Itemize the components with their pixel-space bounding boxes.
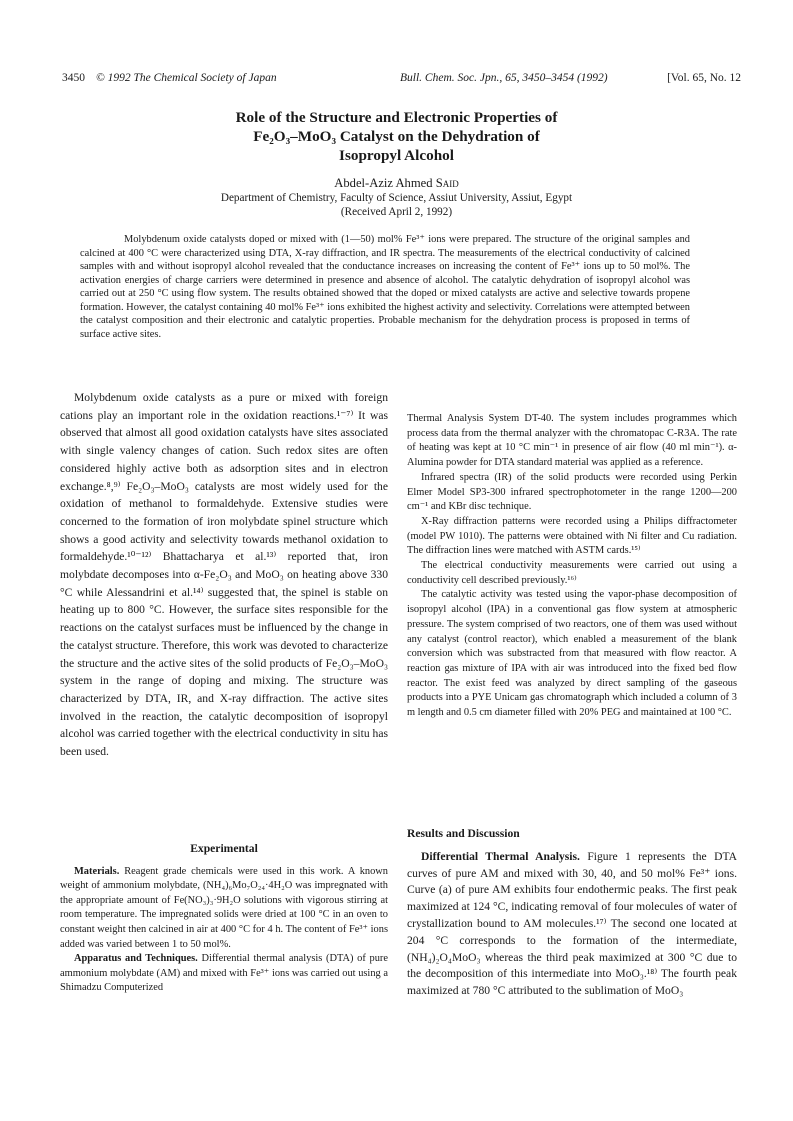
apparatus-label: Apparatus and Techniques. xyxy=(74,953,198,965)
copyright-notice: © 1992 The Chemical Society of Japan xyxy=(96,72,277,84)
author-name: Abdel-Aziz Ahmed xyxy=(334,176,433,190)
abstract: Molybdenum oxide catalysts doped or mixed with (1—50) mol% Fe³⁺ ions were prepared. The structure of the original samples and calcined at 400 °C were characterized using DTA, X-ray diffraction, and IR spectra. The measurements of the electrical conductivity of calcined samples with and without isopropyl alcohol revealed that the conductance increases on increasing the content of Fe³⁺ ions up to 50 mol%. The activation energies of charge carriers were determined in presence and absence of alcohol. The catalytic dehydration of isopropyl alcohol was carried out at 250 °C using flow system. The results obtained showed that the doped or mixed catalysts are active and selective towards propene formation. However, the catalyst containing 40 mol% Fe³⁺ ions exhibited the highest activity and selectivity. Correlations were attempted between the catalyst composition and their electronic and catalytic properties. Probable mechanism for the dehydration process is proposed in terms of surface active sites. xyxy=(80,234,690,340)
materials-text: Reagent grade chemicals were used in this work. A known weight of ammonium molybdate, (NH₄)₆Mo₇O₂₄·4H₂O was impregnated with the appropriate amount of Fe(NO₃)₃·9H₂O solutions with vigorous stirring at room temperature. The impregnated solids were dried at 100 °C in an oven to constant weight then calcined in air at 400 °C for 4 h. The content of Fe³⁺ ions added was varied between 1 to 50 mol%. xyxy=(60,865,388,950)
title-line-3: Isopropyl Alcohol xyxy=(339,147,454,164)
experimental-section xyxy=(60,842,388,996)
methods-continued xyxy=(407,412,737,721)
page-number: 3450 xyxy=(62,72,85,84)
dta-text: Figure 1 represents the DTA curves of pure AM and mixed with 30, 40, and 50 mol% Fe³⁺ ions. Curve (a) of pure AM exhibits four endothermic peaks. The first peak maximized at 124 °C, indicating removal of four molecules of water of crystallization bound to AM molecules.¹⁷⁾ The second one located at 204 °C corresponds to the formation of the intermediate, (NH₄)₂O₄MoO₃ whereas the third peak maximized at 300 °C due to the decomposition of this intermediate into MoO₃.¹⁸⁾ The fourth peak maximized at 780 °C attributed to the sublimation of MoO₃ xyxy=(407,849,737,998)
methods-paragraph: X-Ray diffraction patterns were recorded using a Philips diffractometer (model PW 1010). The patterns were obtained with Ni filter and Cu radiation. The diffraction lines were matched with ASTM cards.¹⁵⁾ xyxy=(407,515,737,557)
results-heading: Results and Discussion xyxy=(407,827,520,840)
affiliation: Department of Chemistry, Faculty of Science, Assiut University, Assiut, Egypt xyxy=(220,192,573,204)
title-line-1: Role of the Structure and Electronic Properties of xyxy=(235,109,558,126)
intro-paragraph: Molybdenum oxide catalysts as a pure or mixed with foreign cations play an important role in the oxidation reactions.¹⁻⁷⁾ It was observed that almost all good oxidation catalysts have sites associated with single valency changes of cation. Such redox sites are often considered highly active both as adsorption sites and in electron exchange.⁸,⁹⁾ Fe₂O₃–MoO₃ catalysts are most widely used for the oxidation of methanol to formaldehyde. Extensive studies were concerned to the formation of iron molybdate spinel structure which shows a good activity and selectivity towards methanol oxidation to formaldehyde.¹⁰⁻¹²⁾ Bhattacharya et al.¹³⁾ reported that, iron molybdate decomposes into α-Fe₂O₃ and MoO₃ on heating above 330 °C while Alessandrini et al.¹⁴⁾ suggested that, the spinel is stable on heating up to 800 °C. However, the surface sites responsible for the reactions on the catalyst surfaces must be influenced by the change in the catalyst structure. Therefore, this work was devoted to characterize the structure and the active sites of the solid products of Fe₂O₃–MoO₃ system in the range of doping and mixing. The structure was characterized by DTA, IR, and X-ray diffraction. The active sites involved in the reaction, the catalytic decomposition of isopropyl alcohol was carried together with the electrical conductivity in situ has been used. xyxy=(60,391,388,759)
methods-paragraph: The electrical conductivity measurements were carried out using a conductivity cell described previously.¹⁶⁾ xyxy=(407,560,737,586)
apparatus-text: Differential thermal analysis (DTA) of pure ammonium molybdate (AM) and mixed with Fe³⁺ ions was carried out using a Shimadzu Computerized xyxy=(60,953,388,994)
title-block xyxy=(60,108,733,219)
dta-label: Differential Thermal Analysis. xyxy=(421,849,580,863)
experimental-heading: Experimental xyxy=(190,842,258,855)
title-line-2: Fe₂O₃–MoO₃ Catalyst on the Dehydration of xyxy=(253,128,540,145)
materials-paragraph xyxy=(60,865,388,953)
apparatus-paragraph xyxy=(60,952,388,996)
running-header xyxy=(62,72,741,88)
received-date: (Received April 2, 1992) xyxy=(340,206,453,218)
introduction xyxy=(60,389,388,761)
volume-info: [Vol. 65, No. 12 xyxy=(667,72,741,84)
author-surname: Said xyxy=(435,176,459,190)
methods-paragraph: Infrared spectra (IR) of the solid products were recorded using Perkin Elmer Model SP3-300 infrared spectrophotometer in the range 1200—200 cm⁻¹ and KBr disc technique. xyxy=(407,471,737,513)
methods-paragraph: The catalytic activity was tested using the vapor-phase decomposition of isopropyl alcohol (IPA) in a conventional gas flow system at atmospheric pressure. The system comprised of two reactors, one of them was used without any catalyst (control reactor), which enabled a measurement of the blank conversion which was substracted from that measured with flow reactor. A reaction gas mixture of IPA with air was introduced into the fixed bed flow reactor. The exist feed was analyzed by direct sampling of the gaseous products into a PYE Unicam gas chromatograph which included a column of 3 m length and 0.5 cm diameter filled with 20% PEG and maintained at 100 °C. xyxy=(407,589,737,719)
article-title xyxy=(60,108,733,165)
author xyxy=(60,176,733,191)
results-section xyxy=(407,826,737,1000)
journal-citation: Bull. Chem. Soc. Jpn., 65, 3450–3454 (1992) xyxy=(400,72,608,84)
materials-label: Materials. xyxy=(74,865,120,877)
dta-paragraph xyxy=(407,849,737,1000)
methods-paragraph: Thermal Analysis System DT-40. The system includes programmes which process data from the thermal analyzer with the chromatopac C-R3A. The rate of heating was kept at 10 °C min⁻¹ in presence of air flow (40 ml min⁻¹). α-Alumina powder for DTA standard material was applied as a reference. xyxy=(407,413,737,469)
